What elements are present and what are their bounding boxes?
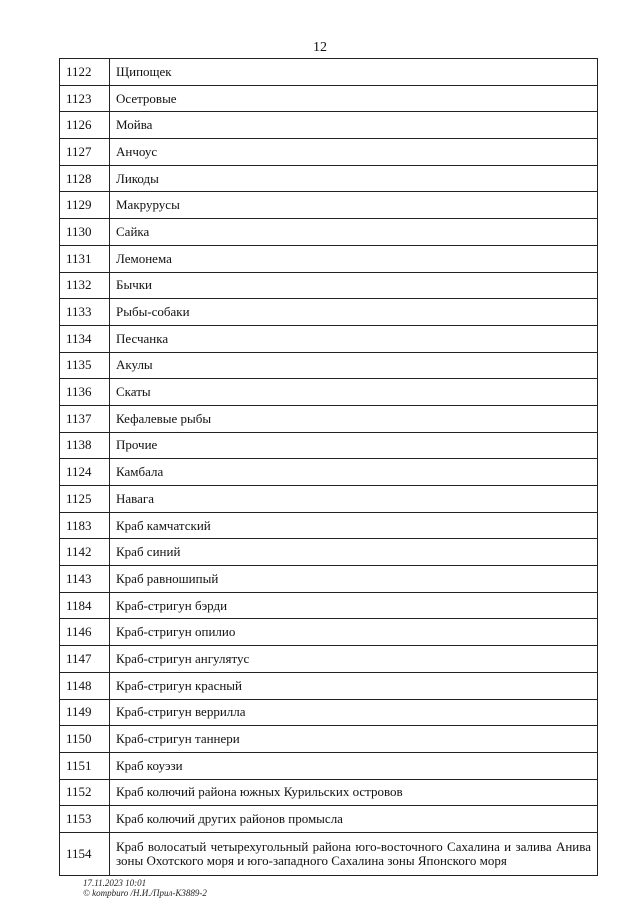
table-row — [60, 726, 598, 753]
code-cell: 1143 — [60, 566, 110, 593]
species-name-cell: Краб волосатый четырехугольный района юго-восточного Сахалина и залива Анива зоны Охотского моря и юго-западного Сахалина зоны Японского моря — [110, 832, 598, 875]
table-row — [60, 592, 598, 619]
species-name-cell: Скаты — [110, 379, 598, 406]
code-cell: 1149 — [60, 699, 110, 726]
code-cell: 1146 — [60, 619, 110, 646]
code-cell: 1122 — [60, 59, 110, 86]
code-cell: 1147 — [60, 646, 110, 673]
species-name-cell: Кефалевые рыбы — [110, 405, 598, 432]
species-name-cell: Щипощек — [110, 59, 598, 86]
species-code-table — [59, 58, 598, 876]
table-row — [60, 112, 598, 139]
code-cell: 1152 — [60, 779, 110, 806]
table-row — [60, 459, 598, 486]
table-row — [60, 672, 598, 699]
table-row — [60, 299, 598, 326]
species-name-cell: Краб синий — [110, 539, 598, 566]
species-name-cell: Камбала — [110, 459, 598, 486]
table-row — [60, 192, 598, 219]
species-name-cell: Акулы — [110, 352, 598, 379]
table-row — [60, 165, 598, 192]
code-cell: 1125 — [60, 486, 110, 513]
table-row — [60, 806, 598, 833]
species-name-cell: Песчанка — [110, 325, 598, 352]
code-cell: 1136 — [60, 379, 110, 406]
species-name-cell: Сайка — [110, 219, 598, 246]
species-name-cell: Краб-стригун красный — [110, 672, 598, 699]
species-name-cell: Ликоды — [110, 165, 598, 192]
species-name-cell: Анчоус — [110, 139, 598, 166]
table-row — [60, 752, 598, 779]
species-name-cell: Краб-стригун веррилла — [110, 699, 598, 726]
code-cell: 1148 — [60, 672, 110, 699]
code-cell: 1131 — [60, 245, 110, 272]
code-cell: 1153 — [60, 806, 110, 833]
species-name-cell: Макрурусы — [110, 192, 598, 219]
table-row — [60, 566, 598, 593]
code-cell: 1130 — [60, 219, 110, 246]
code-cell: 1133 — [60, 299, 110, 326]
table-row — [60, 219, 598, 246]
species-name-cell: Краб камчатский — [110, 512, 598, 539]
species-name-cell: Прочие — [110, 432, 598, 459]
species-name-cell: Рыбы-собаки — [110, 299, 598, 326]
code-cell: 1184 — [60, 592, 110, 619]
table-row — [60, 486, 598, 513]
table-row — [60, 272, 598, 299]
table-row — [60, 59, 598, 86]
page-number: 12 — [313, 40, 327, 55]
species-name-cell: Краб коуэзи — [110, 752, 598, 779]
species-name-cell: Навага — [110, 486, 598, 513]
code-cell: 1126 — [60, 112, 110, 139]
table-row — [60, 512, 598, 539]
table-row — [60, 539, 598, 566]
code-cell: 1151 — [60, 752, 110, 779]
code-cell: 1154 — [60, 832, 110, 875]
species-name-cell: Краб равношипый — [110, 566, 598, 593]
species-name-cell: Краб-стригун ангулятус — [110, 646, 598, 673]
table-row — [60, 779, 598, 806]
code-cell: 1142 — [60, 539, 110, 566]
code-cell: 1183 — [60, 512, 110, 539]
table-row — [60, 85, 598, 112]
species-name-cell: Лемонема — [110, 245, 598, 272]
table-row — [60, 325, 598, 352]
table-row — [60, 832, 598, 875]
table-row — [60, 245, 598, 272]
code-cell: 1137 — [60, 405, 110, 432]
code-cell: 1150 — [60, 726, 110, 753]
species-name-cell: Краб-стригун бэрди — [110, 592, 598, 619]
document-footer — [83, 878, 207, 898]
footer-timestamp: 17.11.2023 10:01 — [83, 878, 147, 888]
species-name-cell: Бычки — [110, 272, 598, 299]
code-cell: 1135 — [60, 352, 110, 379]
species-name-cell: Краб-стригун опилио — [110, 619, 598, 646]
species-name-cell: Осетровые — [110, 85, 598, 112]
code-cell: 1128 — [60, 165, 110, 192]
species-name-cell: Краб колючий района южных Курильских островов — [110, 779, 598, 806]
table-row — [60, 352, 598, 379]
footer-file-reference: © kompburo /Н.И./Прил-К3889-2 — [83, 888, 207, 898]
table-row — [60, 699, 598, 726]
table-body — [60, 59, 598, 876]
species-name-cell: Краб колючий других районов промысла — [110, 806, 598, 833]
table-row — [60, 379, 598, 406]
table-row — [60, 405, 598, 432]
table-row — [60, 432, 598, 459]
code-cell: 1138 — [60, 432, 110, 459]
code-cell: 1134 — [60, 325, 110, 352]
species-name-cell: Краб-стригун таннери — [110, 726, 598, 753]
species-name-cell: Мойва — [110, 112, 598, 139]
code-cell: 1123 — [60, 85, 110, 112]
code-cell: 1124 — [60, 459, 110, 486]
table-row — [60, 139, 598, 166]
table-row — [60, 619, 598, 646]
code-cell: 1127 — [60, 139, 110, 166]
table-row — [60, 646, 598, 673]
code-cell: 1129 — [60, 192, 110, 219]
code-cell: 1132 — [60, 272, 110, 299]
